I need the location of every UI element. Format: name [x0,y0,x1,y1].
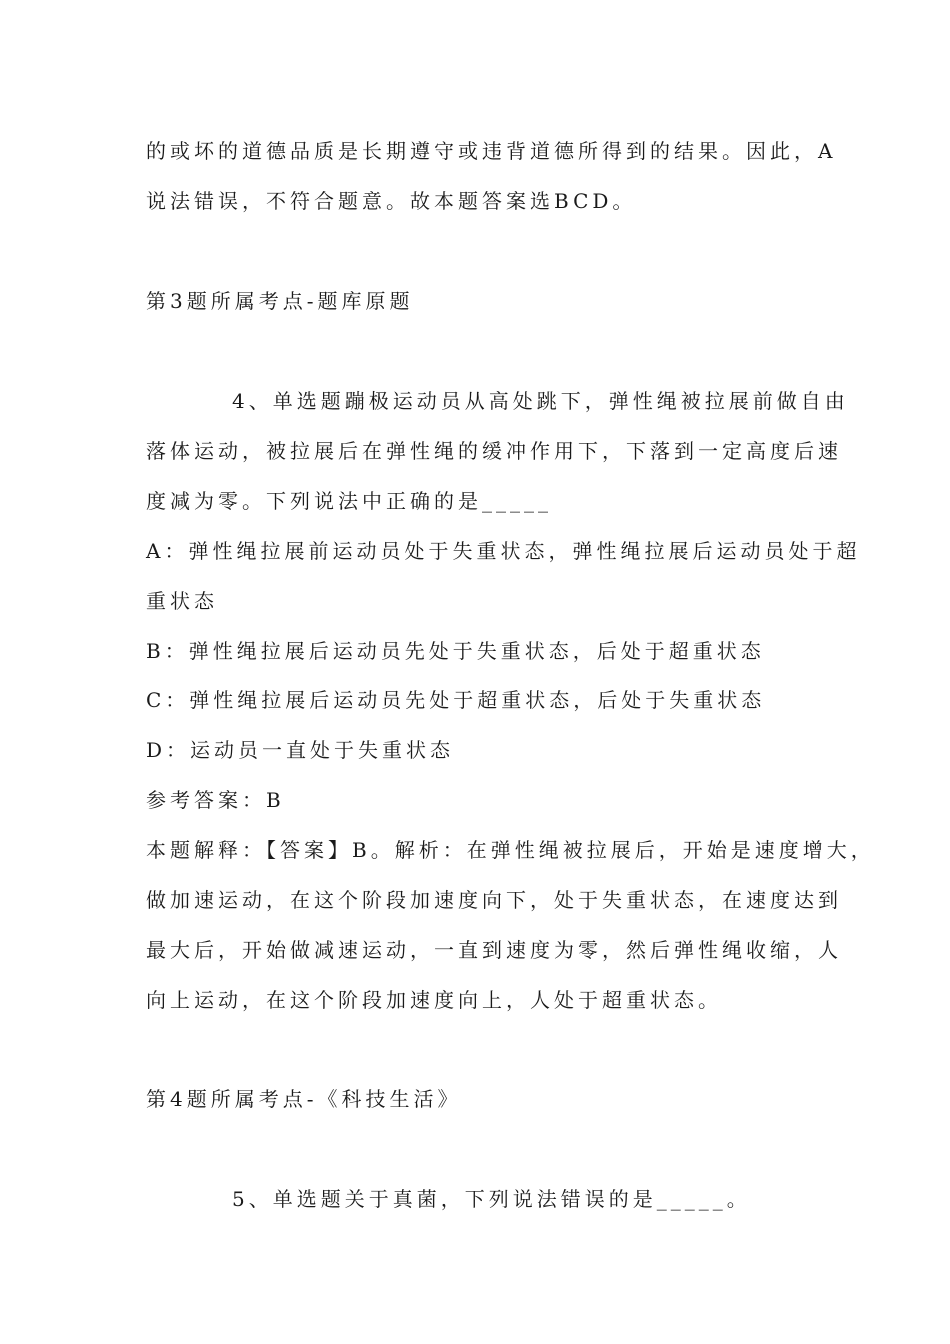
q4-option-a-line-1: A：弹性绳拉展前运动员处于失重状态，弹性绳拉展后运动员处于超 [146,539,861,563]
q4-stem-line-3: 度减为零。下列说法中正确的是_____ [146,489,552,513]
prev-explanation-line-1: 的或坏的道德品质是长期遵守或违背道德所得到的结果。因此，A [146,139,837,163]
q4-knowledge-point: 第4题所属考点-《科技生活》 [146,1087,462,1111]
q4-option-c: C：弹性绳拉展后运动员先处于超重状态，后处于失重状态 [146,688,766,712]
q4-option-b: B：弹性绳拉展后运动员先处于失重状态，后处于超重状态 [146,639,765,663]
q4-explanation-line-4: 向上运动，在这个阶段加速度向上，人处于超重状态。 [146,988,722,1012]
q4-explanation-line-3: 最大后，开始做减速运动，一直到速度为零，然后弹性绳收缩，人 [146,938,842,962]
q4-stem-line-2: 落体运动，被拉展后在弹性绳的缓冲作用下，下落到一定高度后速 [146,439,842,463]
q4-explanation-line-1: 本题解释：【答案】B。解析：在弹性绳被拉展后，开始是速度增大， [146,838,875,862]
q4-stem-line-1: 4、单选题蹦极运动员从高处跳下，弹性绳被拉展前做自由 [232,389,849,413]
q4-reference-answer: 参考答案：B [146,788,285,812]
q4-option-a-line-2: 重状态 [146,589,218,613]
q4-explanation-line-2: 做加速运动，在这个阶段加速度向下，处于失重状态，在速度达到 [146,888,842,912]
q4-option-d: D：运动员一直处于失重状态 [146,738,455,762]
q5-stem-line-1: 5、单选题关于真菌，下列说法错误的是_____。 [232,1187,751,1211]
prev-explanation-line-2: 说法错误，不符合题意。故本题答案选BCD。 [146,189,637,213]
q3-knowledge-point: 第3题所属考点-题库原题 [146,289,414,313]
